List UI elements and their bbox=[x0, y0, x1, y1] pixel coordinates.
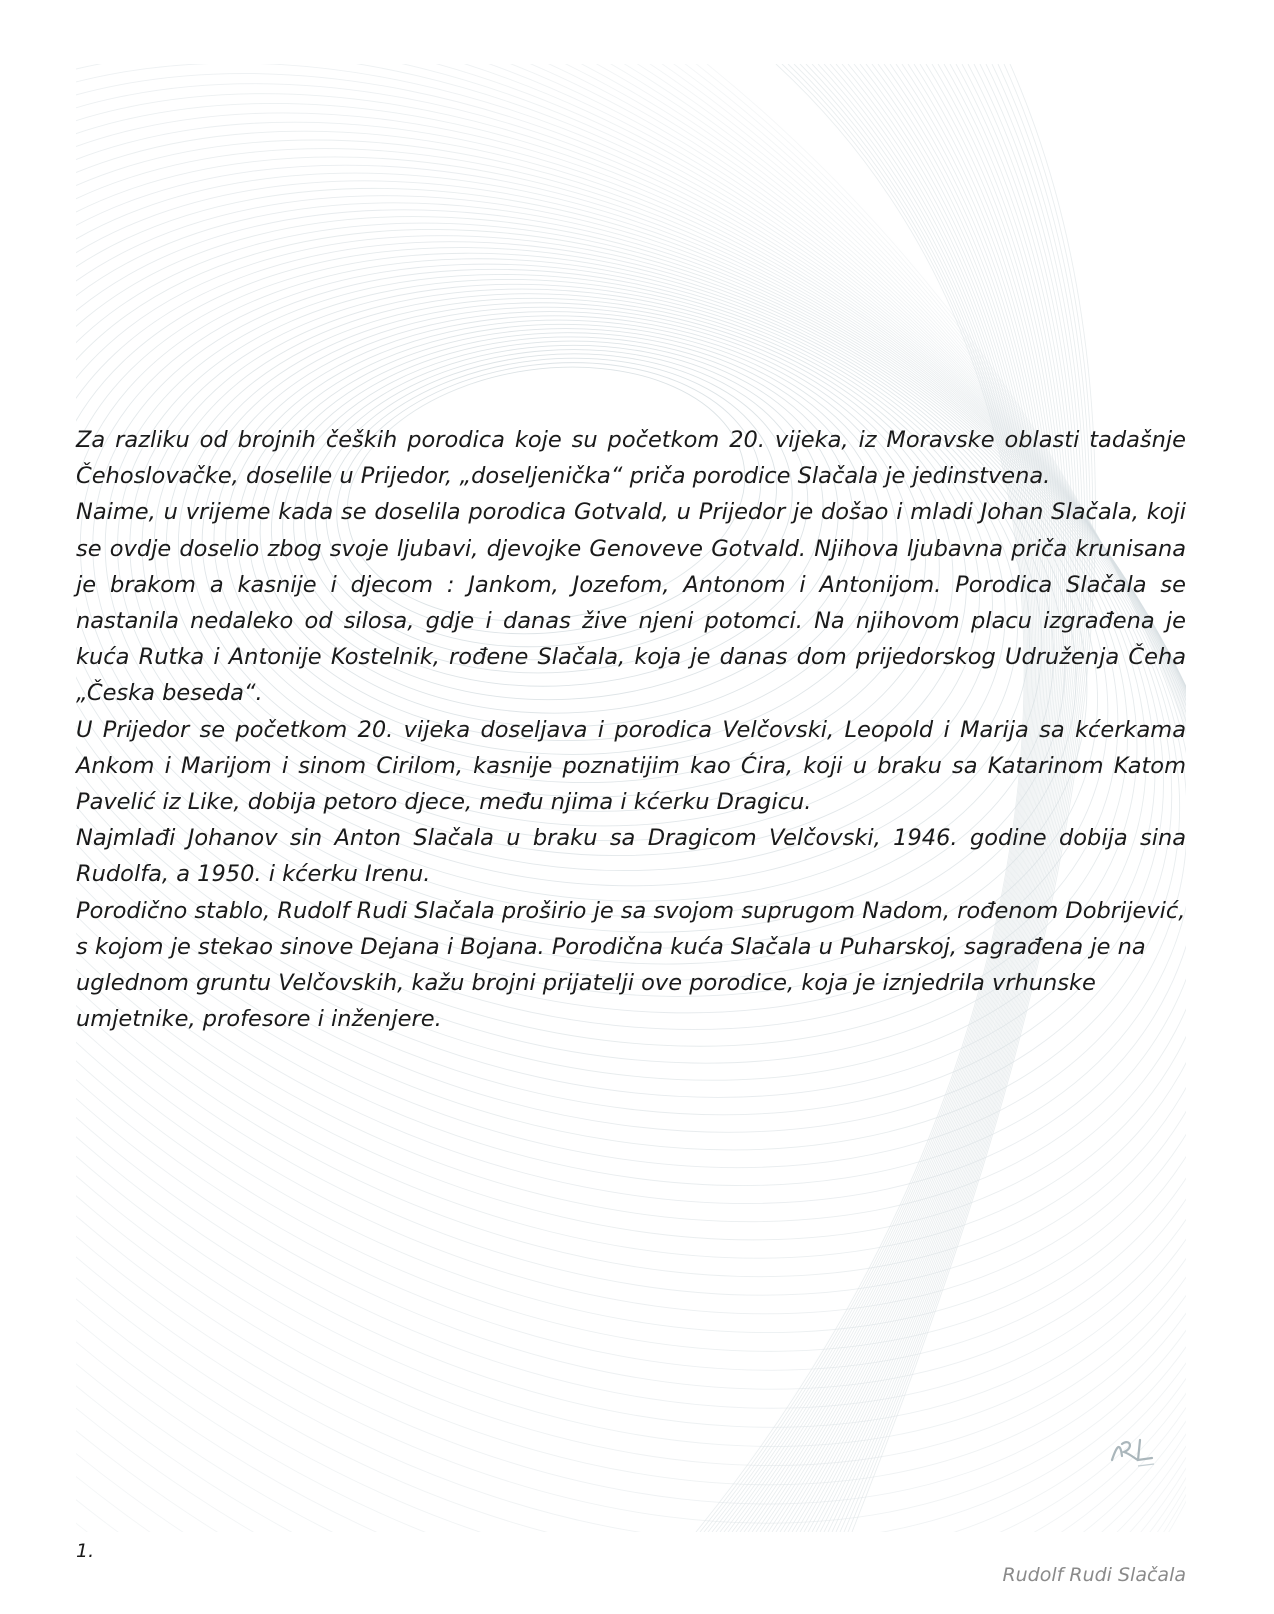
paragraph-1: Za razliku od brojnih čeških porodica koje su početkom 20. vijeka, iz Moravske oblasti tadašnje Čehoslovačke, doselile u Prijedor, „doseljenička“ priča porodice Slačala je jedinstvena. bbox=[76, 427, 1186, 490]
body-text bbox=[76, 422, 1186, 1037]
author-name: Rudolf Rudi Slačala bbox=[1002, 1564, 1186, 1586]
paragraph-5: Porodično stablo, Rudolf Rudi Slačala proširio je sa svojom suprugom Nadom, rođenom Dobrijević, s kojom je stekao sinove Dejana i Bojana. Porodična kuća Slačala u Puharskoj, sagrađena je na uglednom gruntu Velčovskih, kažu brojni prijatelji ove porodice, koja je iznjedrila vrhunske umjetnike, profesore i inženjere. bbox=[76, 897, 1186, 1033]
paragraph-3: U Prijedor se početkom 20. vijeka doseljava i porodica Velčovski, Leopold i Marija sa kćerkama Ankom i Marijom i sinom Cirilom, kasnije poznatijim kao Ćira, koji u braku sa Katarinom Katom Pavelić iz Like, dobija petoro djece, među njima i kćerku Dragicu. bbox=[76, 716, 1186, 816]
paragraph-2: Naime, u vrijeme kada se doselila porodica Gotvald, u Prijedor je došao i mladi Johan Slačala, koji se ovdje doselio zbog svoje ljubavi, djevojke Genoveve Gotvald. Njihova ljubavna priča krunisana je brakom a kasnije i djecom : Jankom, Jozefom, Antonom i Antonijom. Porodica Slačala se nastanila nedaleko od silosa, gdje i danas žive njeni potomci. Na njihovom placu izgrađena je kuća Rutka i Antonije Kostelnik, rođene Slačala, koja je danas dom prijedorskog Udruženja Čeha „Česka beseda“. bbox=[76, 499, 1186, 707]
page-number: 1. bbox=[76, 1540, 95, 1562]
artist-signature-icon bbox=[1108, 1430, 1158, 1470]
paragraph-4: Najmlađi Johanov sin Anton Slačala u braku sa Dragicom Velčovski, 1946. godine dobija sina Rudolfa, a 1950. i kćerku Irenu. bbox=[76, 825, 1186, 888]
